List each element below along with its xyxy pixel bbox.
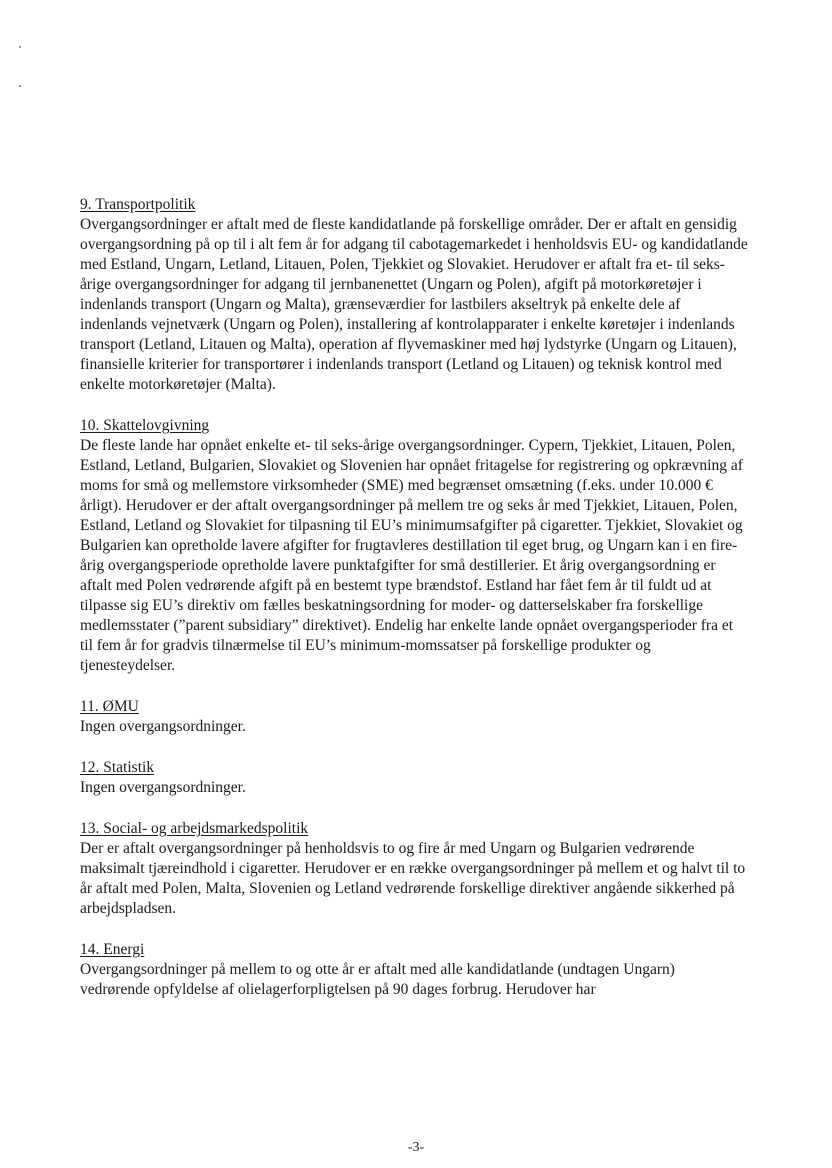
section-paragraph: Ingen overgangsordninger. bbox=[80, 779, 246, 796]
section-heading: 13. Social- og arbejdsmarkedspolitik bbox=[80, 820, 309, 837]
section-paragraph: Ingen overgangsordninger. bbox=[80, 718, 246, 735]
section-heading: 9. Transportpolitik bbox=[80, 196, 196, 213]
section-heading: 12. Statistik bbox=[80, 759, 155, 776]
section-statistik bbox=[80, 758, 748, 798]
section-heading: 11. ØMU bbox=[80, 698, 139, 715]
document-body bbox=[80, 195, 748, 1021]
section-transportpolitik bbox=[80, 195, 748, 395]
section-paragraph: Overgangsordninger på mellem to og otte år er aftalt med alle kandidatlande (undtagen Ungarn) vedrørende opfyldelse af olielagerforpligtelsen på 90 dages forbrug. Herudover har bbox=[80, 961, 675, 998]
section-paragraph: Overgangsordninger er aftalt med de fleste kandidatlande på forskellige områder. Der er aftalt en gensidig overgangsordning på op til i alt fem år for adgang til cabotagemarkedet i henholdsvis EU- og kandidatlande med Estland, Ungarn, Letland, Litauen, Polen, Tjekkiet og Slovakiet. Herudover er aftalt fra et- til seks-årige overgangsordninger for adgang til jernbanenettet (Ungarn og Polen), afgift på motorkøretøjer i indenlands transport (Ungarn og Malta), grænseværdier for lastbilers akseltryk på enkelte dele af indenlands vejnetværk (Ungarn og Polen), installering af kontrolapparater i enkelte køretøjer i indenlands transport (Letland, Litauen og Malta), operation af flyvemaskiner med høj lydstyrke (Ungarn og Litauen), finansielle kriterier for transportører i indenlands transport (Letland og Litauen) og teknisk kontrol med enkelte motorkøretøjer (Malta). bbox=[80, 216, 748, 393]
section-social-arbejdsmarkedspolitik bbox=[80, 819, 748, 919]
section-paragraph: De fleste lande har opnået enkelte et- til seks-årige overgangsordninger. Cypern, Tjekkiet, Litauen, Polen, Estland, Letland, Bulgarien, Slovakiet og Slovenien har opnået fritagelse for registrering og opkrævning af moms for små og mellemstore virksomheder (SME) med begrænset omsætning (f.eks. under 10.000 € årligt). Herudover er der aftalt overgangsordninger på mellem tre og seks år med Tjekkiet, Litauen, Polen, Estland, Letland og Slovakiet for tilpasning til EU’s minimumsafgifter på cigaretter. Tjekkiet, Slovakiet og Bulgarien kan opretholde lavere afgifter for frugtavleres destillation til eget brug, og Ungarn kan i en fire-årig overgangsperiode opretholde lavere punktafgifter for små destillerier. Et årig overgangsordning er aftalt med Polen vedrørende afgift på en bestemt type brændstof. Estland har fået fem år til fuldt ud at tilpasse sig EU’s direktiv om fælles beskatningsordning for moder- og datterselskaber fra forskellige medlemsstater (”parent subsidiary” direktivet). Endelig har enkelte lande opnået overgangsperioder fra et til fem år for gradvis tilnærmelse til EU’s minimum-momssatser på forskellige produkter og tjenesteydelser. bbox=[80, 437, 743, 674]
section-skattelovgivning bbox=[80, 416, 748, 676]
scan-speck bbox=[19, 46, 21, 48]
section-heading: 10. Skattelovgivning bbox=[80, 417, 210, 434]
scan-speck bbox=[19, 85, 21, 87]
section-heading: 14. Energi bbox=[80, 941, 145, 958]
section-energi bbox=[80, 940, 748, 1000]
section-paragraph: Der er aftalt overgangsordninger på henholdsvis to og fire år med Ungarn og Bulgarien vedrørende maksimalt tjæreindhold i cigaretter. Herudover er en række overgangsordninger på mellem et og halvt til to år aftalt med Polen, Malta, Slovenien og Letland vedrørende forskellige direktiver angående sikkerhed på arbejdspladsen. bbox=[80, 840, 746, 917]
section-omu bbox=[80, 697, 748, 737]
page-number: -3- bbox=[407, 1140, 425, 1155]
